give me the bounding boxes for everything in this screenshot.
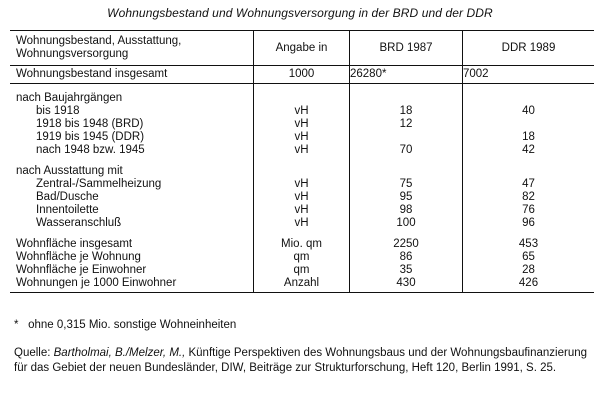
- row-unit: vH: [254, 217, 350, 230]
- row-label: 1919 bis 1945 (DDR): [36, 131, 145, 143]
- row-ddr-value: 96: [463, 217, 595, 230]
- row-label: Innentoilette: [36, 204, 99, 216]
- row-unit: qm: [254, 264, 350, 277]
- row-unit: vH: [254, 144, 350, 157]
- row-brd-value: [350, 157, 463, 178]
- row-unit: vH: [254, 118, 350, 131]
- header-ddr: DDR 1989: [463, 31, 595, 66]
- row-brd-value: [350, 131, 463, 144]
- table-row: [10, 131, 594, 144]
- row-ddr-value: 28: [463, 264, 595, 277]
- table-row: [10, 118, 594, 131]
- table-row: [10, 264, 594, 277]
- header-category: [10, 31, 254, 66]
- row-ddr-value: 65: [463, 251, 595, 264]
- row-brd-value: 26280*: [350, 66, 463, 84]
- table-row: [10, 105, 594, 118]
- source-authors: Bartholmai, B./Melzer, M.,: [53, 347, 186, 359]
- row-label: Wohnfläche je Einwohner: [16, 264, 147, 276]
- row-brd-value: 98: [350, 204, 463, 217]
- row-brd-value: 100: [350, 217, 463, 230]
- row-label: Wohnfläche je Wohnung: [16, 251, 141, 263]
- row-ddr-value: 7002: [463, 66, 595, 84]
- row-label: 1918 bis 1948 (BRD): [36, 118, 144, 130]
- row-unit: qm: [254, 251, 350, 264]
- row-ddr-value: [463, 84, 595, 106]
- row-brd-value: [350, 84, 463, 106]
- row-label: Bad/Dusche: [36, 191, 99, 203]
- source-citation: [14, 346, 590, 375]
- row-label: Wohnungen je 1000 Einwohner: [10, 277, 254, 293]
- table-header-row: [10, 31, 594, 66]
- row-brd-value: 75: [350, 178, 463, 191]
- row-label: Wohnfläche insgesamt: [16, 238, 133, 250]
- row-brd-value: 86: [350, 251, 463, 264]
- source-prefix: Quelle:: [14, 347, 54, 359]
- row-unit: Anzahl: [254, 277, 350, 293]
- row-ddr-value: 42: [463, 144, 595, 157]
- housing-table: [10, 30, 594, 293]
- row-unit: vH: [254, 105, 350, 118]
- footnote: [14, 319, 236, 331]
- row-brd-value: 430: [350, 277, 463, 293]
- table-row: [10, 277, 594, 293]
- source-text: Künftige Perspektiven des Wohnungsbaus und der Wohnungsbaufinanzierung für das Gebiet der neuen Bundesländer, DIW, Beiträge zur Strukturforschung, Heft 120, Berlin 1991, S. 25.: [14, 347, 588, 374]
- row-unit: vH: [254, 204, 350, 217]
- row-brd-value: 12: [350, 118, 463, 131]
- row-ddr-value: 18: [463, 131, 595, 144]
- table-row: [10, 251, 594, 264]
- row-ddr-value: 76: [463, 204, 595, 217]
- row-label: nach Baujahrgängen: [16, 92, 123, 104]
- table-row: [10, 144, 594, 157]
- row-brd-value: 2250: [350, 230, 463, 251]
- header-category-line2: Wohnungsversorgung: [16, 48, 129, 60]
- row-label: Zentral-/Sammelheizung: [36, 178, 162, 190]
- footnote-text: ohne 0,315 Mio. sonstige Wohneinheiten: [28, 319, 237, 331]
- row-ddr-value: [463, 157, 595, 178]
- row-unit: Mio. qm: [254, 230, 350, 251]
- row-unit: [254, 84, 350, 106]
- row-brd-value: 95: [350, 191, 463, 204]
- row-label: Wohnungsbestand insgesamt: [10, 66, 254, 84]
- row-ddr-value: [463, 118, 595, 131]
- table-row: [10, 230, 594, 251]
- header-category-line1: Wohnungsbestand, Ausstattung,: [16, 35, 182, 47]
- table-title: Wohnungsbestand und Wohnungsversorgung in der BRD und der DDR: [107, 6, 493, 20]
- table-row: [10, 191, 594, 204]
- row-ddr-value: 453: [463, 230, 595, 251]
- row-ddr-value: 40: [463, 105, 595, 118]
- table-row: [10, 157, 594, 178]
- row-unit: vH: [254, 131, 350, 144]
- row-label: bis 1918: [36, 105, 80, 117]
- row-unit: vH: [254, 191, 350, 204]
- row-label: nach Ausstattung mit: [16, 165, 123, 177]
- row-unit: [254, 157, 350, 178]
- table-row: [10, 84, 594, 106]
- row-ddr-value: 426: [463, 277, 595, 293]
- header-brd: BRD 1987: [350, 31, 463, 66]
- row-label: Wasseranschluß: [36, 217, 122, 229]
- row-brd-value: 18: [350, 105, 463, 118]
- row-unit: vH: [254, 178, 350, 191]
- row-label: nach 1948 bzw. 1945: [36, 144, 145, 156]
- row-unit: 1000: [254, 66, 350, 84]
- table-row: [10, 217, 594, 230]
- row-ddr-value: 82: [463, 191, 595, 204]
- table-row: [10, 204, 594, 217]
- footnote-mark: *: [14, 319, 19, 331]
- header-unit: Angabe in: [254, 31, 350, 66]
- row-ddr-value: 47: [463, 178, 595, 191]
- row-brd-value: 70: [350, 144, 463, 157]
- table-row: [10, 178, 594, 191]
- table-row: [10, 66, 594, 84]
- row-brd-value: 35: [350, 264, 463, 277]
